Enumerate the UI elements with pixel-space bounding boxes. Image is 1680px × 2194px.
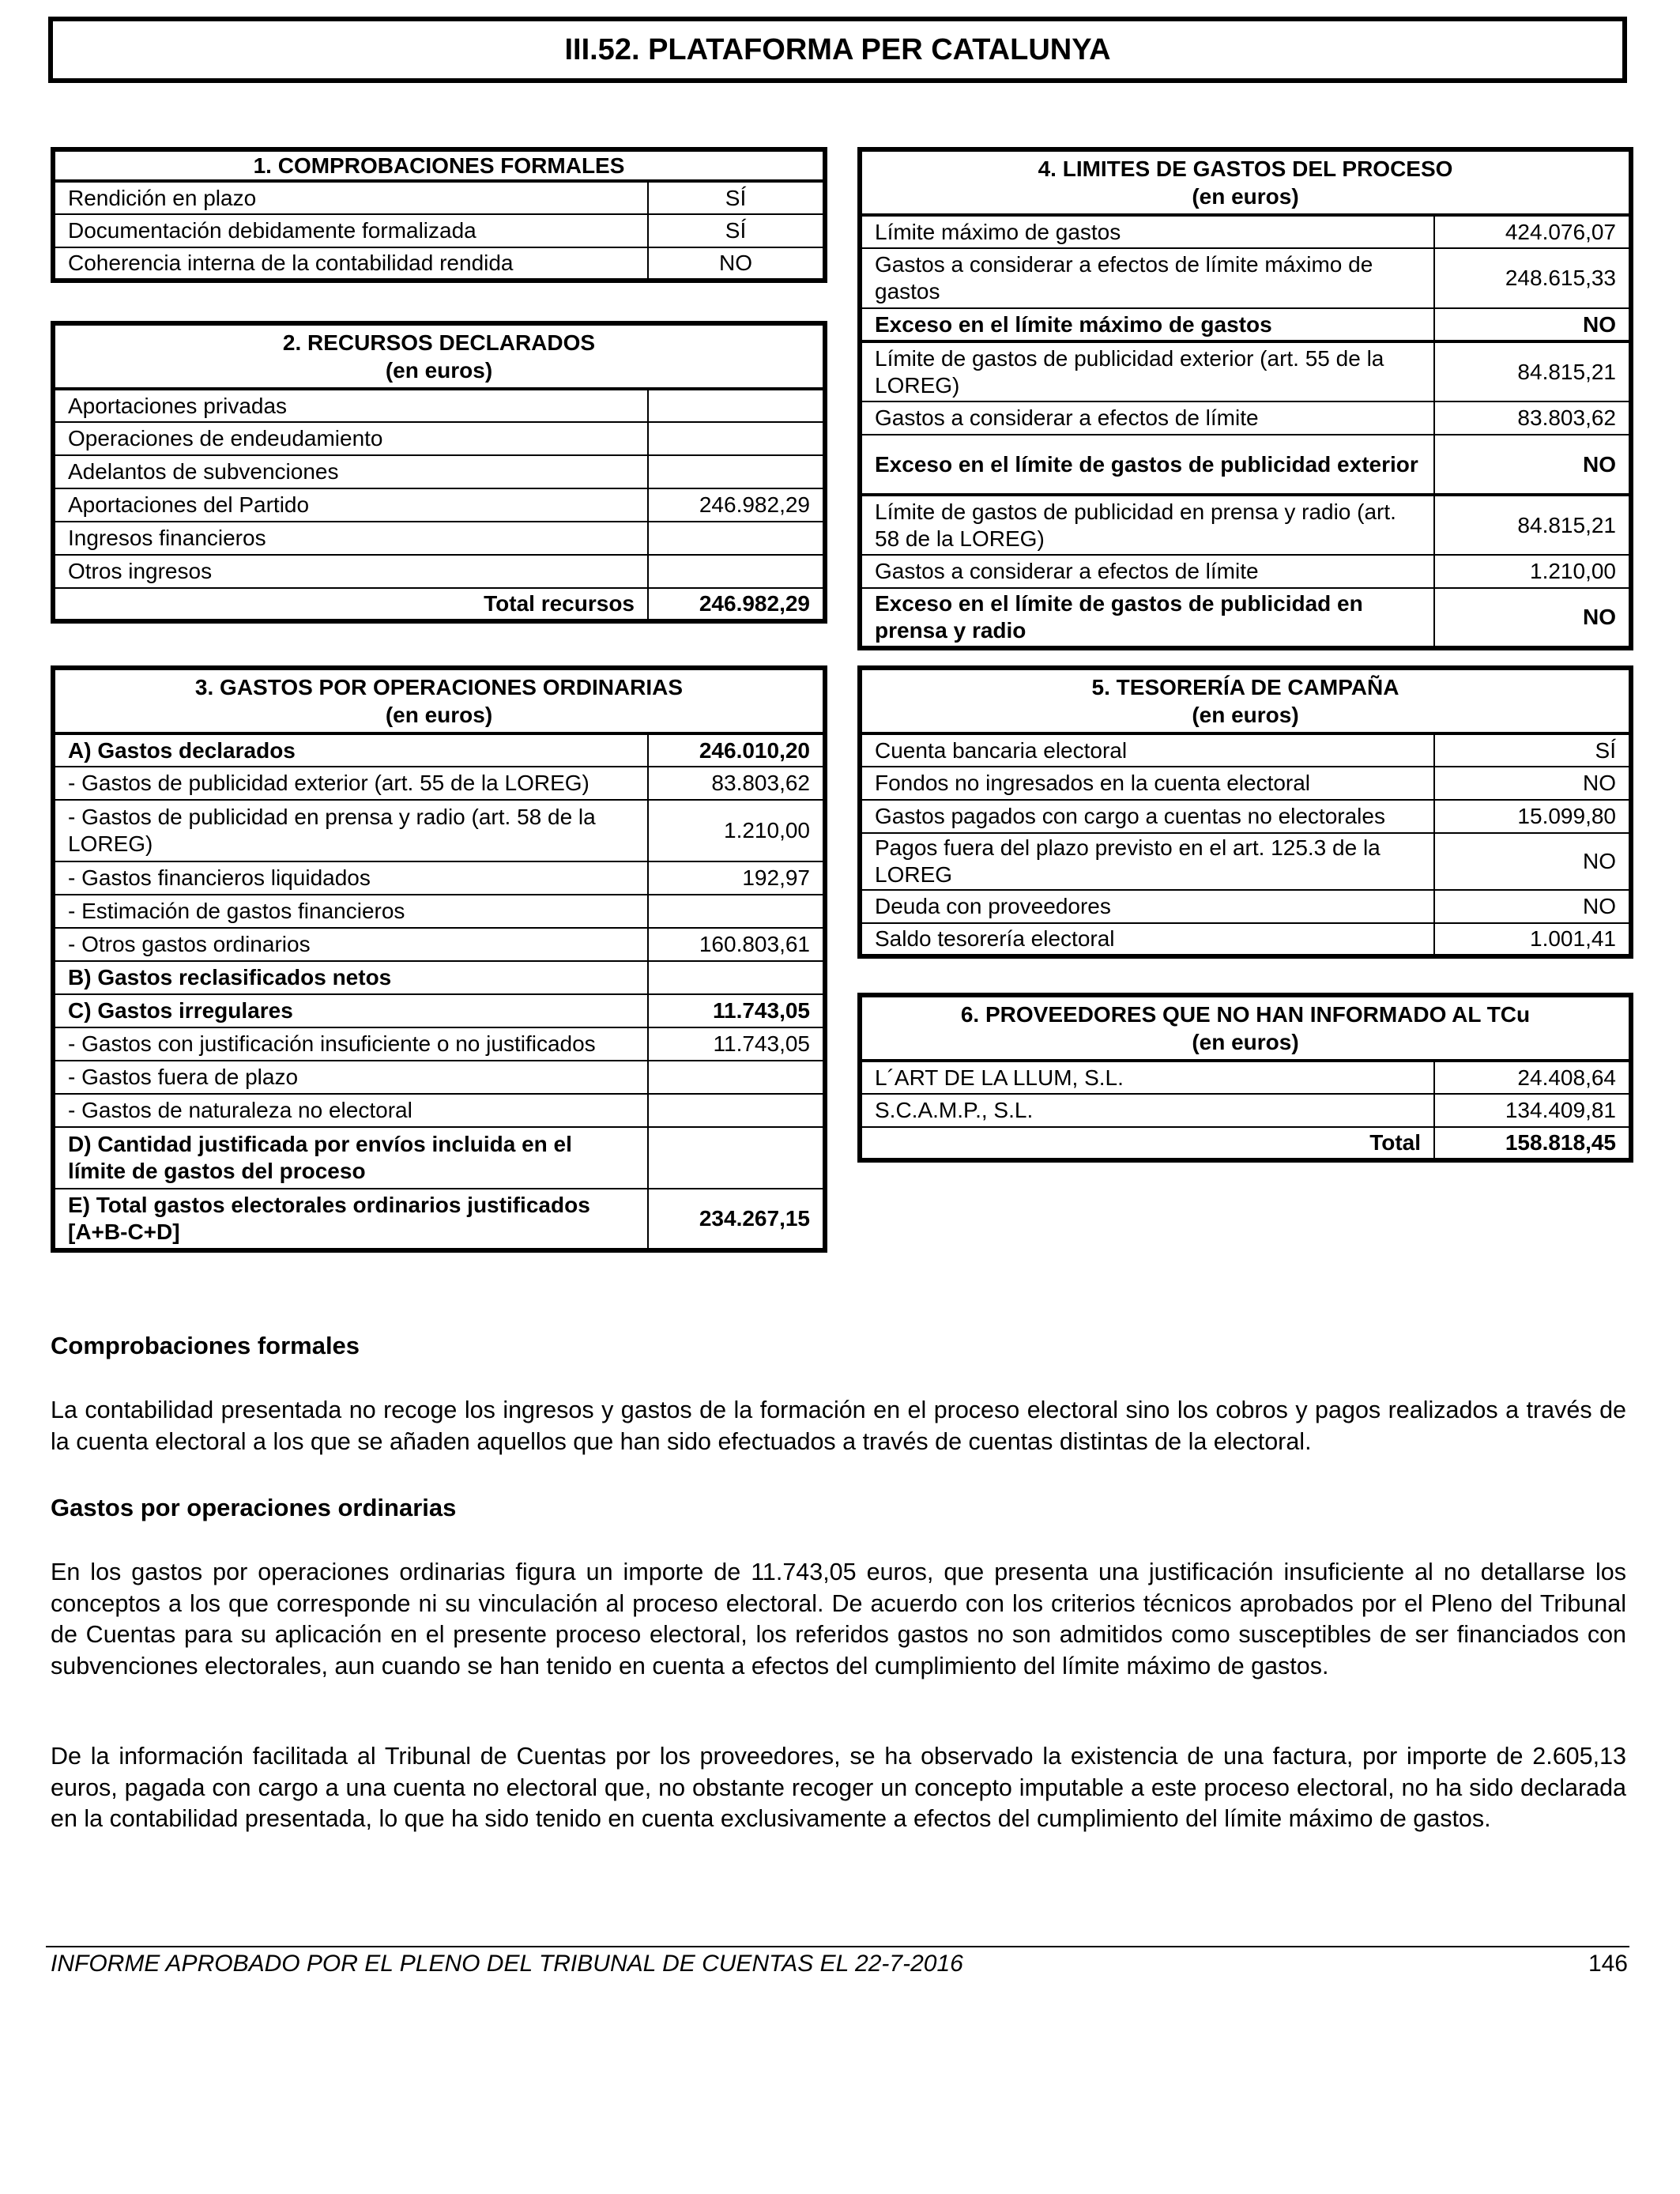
table-row — [860, 341, 1631, 401]
row-value: 134.409,81 — [1434, 1094, 1631, 1127]
table-row — [860, 588, 1631, 648]
row-value: 83.803,62 — [648, 767, 825, 800]
row-value — [648, 1061, 825, 1094]
ordinary-expenses-title: 3. GASTOS POR OPERACIONES ORDINARIAS — [194, 675, 684, 699]
row-label: S.C.A.M.P., S.L. — [860, 1094, 1434, 1127]
table-row — [53, 214, 825, 247]
declared-resources-table — [51, 321, 827, 624]
row-label: - Gastos de publicidad exterior (art. 55 de la LOREG) — [53, 767, 648, 800]
row-value: 1.001,41 — [1434, 923, 1631, 956]
declared-resources-subtitle: (en euros) — [385, 358, 493, 383]
table-row — [860, 555, 1631, 588]
row-label: D) Cantidad justificada por envíos incluida en el límite de gastos del proceso — [53, 1127, 648, 1189]
row-label: A) Gastos declarados — [53, 733, 648, 767]
table-row — [860, 435, 1631, 495]
table-row — [53, 522, 825, 555]
row-label: Saldo tesorería electoral — [860, 923, 1434, 956]
table-row — [860, 890, 1631, 923]
row-label: Pagos fuera del plazo previsto en el art. 125.3 de la LOREG — [860, 833, 1434, 890]
section-heading-formal-checks: Comprobaciones formales — [51, 1332, 360, 1359]
table-row — [860, 248, 1631, 308]
table-row — [860, 767, 1631, 800]
row-label: Exceso en el límite de gastos de publicidad exterior — [860, 435, 1434, 495]
table-row — [53, 800, 825, 861]
row-value: NO — [1434, 833, 1631, 890]
row-value: NO — [1434, 588, 1631, 648]
expense-limits-table — [857, 147, 1633, 650]
row-value: 84.815,21 — [1434, 495, 1631, 555]
total-row — [53, 588, 825, 621]
row-value: NO — [1434, 767, 1631, 800]
table-row — [860, 401, 1631, 435]
row-value — [648, 961, 825, 994]
row-value — [648, 555, 825, 588]
footer-divider — [46, 1946, 1629, 1947]
table-row — [860, 308, 1631, 341]
row-value: 84.815,21 — [1434, 341, 1631, 401]
expense-limits-subtitle: (en euros) — [1192, 184, 1299, 209]
table-row — [860, 495, 1631, 555]
row-value: NO — [1434, 308, 1631, 341]
row-value: NO — [1434, 890, 1631, 923]
row-label: Deuda con proveedores — [860, 890, 1434, 923]
table-row — [53, 733, 825, 767]
row-value — [648, 1127, 825, 1189]
total-row — [860, 1127, 1631, 1160]
paragraph-invoice: De la información facilitada al Tribunal de Cuentas por los proveedores, se ha observado la existencia de una factura, por importe de 2.605,13 euros, pagada con cargo a una cuenta no electoral que, no obstante recoger un concepto imputable a este proceso electoral, no ha sido declarada en la contabilidad presentada, lo que ha sido tenido en cuenta exclusivamente a efectos del cumplimiento del límite máximo de gastos. — [51, 1743, 1626, 1832]
table-row — [53, 767, 825, 800]
row-label: Otros ingresos — [53, 555, 648, 588]
row-value: 234.267,15 — [648, 1189, 825, 1250]
row-value: 246.010,20 — [648, 733, 825, 767]
row-value — [648, 895, 825, 928]
row-value: 160.803,61 — [648, 928, 825, 961]
table-row — [53, 1094, 825, 1127]
row-label: - Gastos de naturaleza no electoral — [53, 1094, 648, 1127]
ordinary-expenses-subtitle: (en euros) — [385, 703, 493, 727]
row-label: - Otros gastos ordinarios — [53, 928, 648, 961]
table-row — [860, 733, 1631, 767]
declared-resources-title: 2. RECURSOS DECLARADOS — [282, 330, 596, 355]
row-label: Exceso en el límite máximo de gastos — [860, 308, 1434, 341]
formal-checks-title: 1. COMPROBACIONES FORMALES — [53, 149, 825, 181]
table-row — [53, 1061, 825, 1094]
table-row — [53, 488, 825, 522]
expense-limits-title: 4. LIMITES DE GASTOS DEL PROCESO — [1038, 156, 1453, 181]
row-label: - Gastos financieros liquidados — [53, 861, 648, 895]
row-label: Operaciones de endeudamiento — [53, 422, 648, 455]
row-value: 83.803,62 — [1434, 401, 1631, 435]
row-value: NO — [648, 247, 825, 281]
row-value: SÍ — [648, 214, 825, 247]
row-label: L´ART DE LA LLUM, S.L. — [860, 1061, 1434, 1094]
table-row — [53, 1127, 825, 1189]
row-value: 248.615,33 — [1434, 248, 1631, 308]
row-label: Documentación debidamente formalizada — [53, 214, 648, 247]
row-value — [648, 522, 825, 555]
row-label: Adelantos de subvenciones — [53, 455, 648, 488]
table-row — [53, 994, 825, 1027]
row-value: 15.099,80 — [1434, 800, 1631, 833]
row-value: SÍ — [648, 181, 825, 214]
row-value — [648, 455, 825, 488]
table-row — [860, 833, 1631, 890]
row-label: Límite de gastos de publicidad en prensa y radio (art. 58 de la LOREG) — [860, 495, 1434, 555]
row-label: Ingresos financieros — [53, 522, 648, 555]
row-value: 24.408,64 — [1434, 1061, 1631, 1094]
row-label: B) Gastos reclasificados netos — [53, 961, 648, 994]
total-value: 246.982,29 — [648, 588, 825, 621]
paragraph-formal-checks: La contabilidad presentada no recoge los ingresos y gastos de la formación en el proceso electoral sino los cobros y pagos realizados a través de la cuenta electoral a los que se añaden aquellos que han sido efectuados a través de cuentas distintas de la electoral. — [51, 1397, 1626, 1455]
table-row — [53, 1027, 825, 1061]
row-value — [648, 1094, 825, 1127]
table-row — [860, 215, 1631, 248]
row-label: Gastos a considerar a efectos de límite — [860, 401, 1434, 435]
table-row — [53, 1189, 825, 1250]
total-label: Total — [860, 1127, 1434, 1160]
row-value: 246.982,29 — [648, 488, 825, 522]
table-row — [53, 422, 825, 455]
row-label: Límite de gastos de publicidad exterior (art. 55 de la LOREG) — [860, 341, 1434, 401]
campaign-treasury-table — [857, 665, 1633, 959]
table-row — [53, 961, 825, 994]
row-value: 192,97 — [648, 861, 825, 895]
row-label: Gastos pagados con cargo a cuentas no electorales — [860, 800, 1434, 833]
table-row — [53, 389, 825, 422]
campaign-treasury-subtitle: (en euros) — [1192, 703, 1299, 727]
page-number: 146 — [1588, 1951, 1628, 1977]
row-label: Fondos no ingresados en la cuenta electoral — [860, 767, 1434, 800]
row-label: C) Gastos irregulares — [53, 994, 648, 1027]
row-label: Exceso en el límite de gastos de publicidad en prensa y radio — [860, 588, 1434, 648]
row-label: - Estimación de gastos financieros — [53, 895, 648, 928]
suppliers-table — [857, 993, 1633, 1163]
section-heading-ordinary-expenses: Gastos por operaciones ordinarias — [51, 1494, 457, 1521]
row-value: 424.076,07 — [1434, 215, 1631, 248]
row-value: 1.210,00 — [1434, 555, 1631, 588]
row-label: Cuenta bancaria electoral — [860, 733, 1434, 767]
row-label: Aportaciones del Partido — [53, 488, 648, 522]
row-value: 11.743,05 — [648, 994, 825, 1027]
row-value: 1.210,00 — [648, 800, 825, 861]
row-label: - Gastos fuera de plazo — [53, 1061, 648, 1094]
row-label: Gastos a considerar a efectos de límite máximo de gastos — [860, 248, 1434, 308]
table-row — [53, 861, 825, 895]
suppliers-subtitle: (en euros) — [1192, 1030, 1299, 1054]
table-row — [53, 928, 825, 961]
row-value: 11.743,05 — [648, 1027, 825, 1061]
row-label: - Gastos de publicidad en prensa y radio (art. 58 de la LOREG) — [53, 800, 648, 861]
row-value: NO — [1434, 435, 1631, 495]
formal-checks-table — [51, 147, 827, 283]
total-label: Total recursos — [53, 588, 648, 621]
row-value — [648, 422, 825, 455]
row-label: E) Total gastos electorales ordinarios justificados [A+B-C+D] — [53, 1189, 648, 1250]
paragraph-ordinary-expenses: En los gastos por operaciones ordinarias figura un importe de 11.743,05 euros, que presenta una justificación insuficiente al no detallarse los conceptos a los que corresponde ni su vinculación al proceso electoral. De acuerdo con los criterios técnicos aprobados por el Pleno del Tribunal de Cuentas para su aplicación en el presente proceso electoral, los referidos gastos no son admitidos como susceptibles de ser financiados con subvenciones electorales, aun cuando se han tenido en cuenta a efectos del cumplimiento del límite máximo de gastos. — [51, 1559, 1626, 1679]
table-row — [860, 800, 1631, 833]
page-title: III.52. PLATAFORMA PER CATALUNYA — [48, 17, 1627, 83]
table-row — [53, 895, 825, 928]
ordinary-expenses-table — [51, 665, 827, 1253]
table-row — [53, 555, 825, 588]
row-label: Rendición en plazo — [53, 181, 648, 214]
suppliers-title: 6. PROVEEDORES QUE NO HAN INFORMADO AL TCu — [960, 1002, 1531, 1027]
row-label: Gastos a considerar a efectos de límite — [860, 555, 1434, 588]
total-value: 158.818,45 — [1434, 1127, 1631, 1160]
row-value — [648, 389, 825, 422]
table-row — [53, 247, 825, 281]
footer-text: INFORME APROBADO POR EL PLENO DEL TRIBUNAL DE CUENTAS EL 22-7-2016 — [51, 1951, 963, 1977]
table-row — [860, 1094, 1631, 1127]
row-label: Aportaciones privadas — [53, 389, 648, 422]
table-row — [860, 923, 1631, 956]
table-row — [53, 181, 825, 214]
campaign-treasury-title: 5. TESORERÍA DE CAMPAÑA — [1091, 675, 1399, 699]
table-row — [860, 1061, 1631, 1094]
row-label: - Gastos con justificación insuficiente o no justificados — [53, 1027, 648, 1061]
row-value: SÍ — [1434, 733, 1631, 767]
row-label: Límite máximo de gastos — [860, 215, 1434, 248]
row-label: Coherencia interna de la contabilidad rendida — [53, 247, 648, 281]
table-row — [53, 455, 825, 488]
